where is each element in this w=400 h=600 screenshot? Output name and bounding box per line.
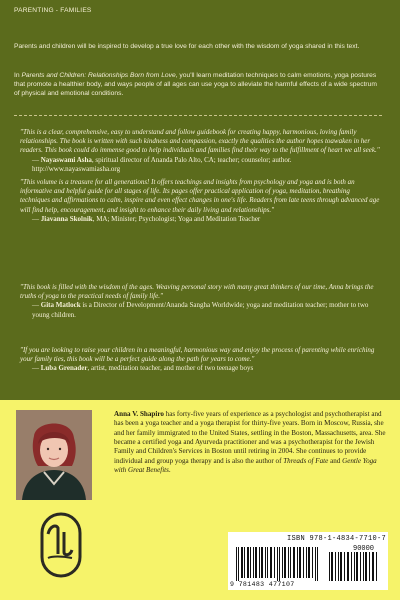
- testimonial-author: Nayaswami Asha: [40, 155, 92, 164]
- summary-paragraph: [14, 71, 382, 99]
- testimonial-attribution: — Jiavanna Skolnik, MA; Minister; Psychologist; Yoga and Meditation Teacher: [32, 214, 261, 223]
- author-bio: [114, 410, 386, 475]
- isbn-label: ISBN 978-1-4834-7710-7: [286, 535, 386, 543]
- testimonial: [20, 128, 380, 174]
- author-name: Anna V. Shapiro: [114, 410, 164, 418]
- author-photo: [16, 410, 92, 500]
- testimonial-attribution: — Luba Grenader, artist, meditation teacher, and mother of two teenage boys: [32, 364, 254, 373]
- bio-end: .: [168, 466, 171, 475]
- intro-paragraph: Parents and children will be inspired to develop a true love for each other with the wisdom of yoga shared in this text.: [14, 43, 360, 50]
- section-divider: [14, 115, 382, 116]
- bio-conjunction: and: [328, 456, 343, 465]
- price-code: 90000: [353, 545, 375, 553]
- book-title: Parents and Children: Relationships Born from Love: [21, 72, 176, 79]
- testimonial-quote: "This volume is a treasure for all generations! It offers teachings and insights from psychology and yoga and is both an informative and helpful guide for all stages of life. Its pages offer practical application of yoga, meditation, breathing techniques and affirmations to calm, inspire and even effect changes in one's life. Readers from late teens through advanced age will find help, encouragement, and insight to enhance their daily living and relationships.": [20, 178, 380, 214]
- testimonial-role: is a Director of Development/Ananda Sangha Worldwide; yoga and meditation teacher; mother to two young children.: [32, 301, 369, 319]
- testimonial-quote: "This is a clear, comprehensive, easy to understand and follow guidebook for creating happy, harmonious, loving family relationships. The book is written with such kindness and compassion, exactly the qualities the author hopes toawaken in her readers. This book could do immense good to help individuals and families find their way to the fulfillment of heart we all seek.": [20, 128, 380, 155]
- testimonial-author: Jiavanna Skolnik: [40, 214, 93, 223]
- testimonial: [20, 178, 380, 224]
- barcode-digits: 9 781483 477107: [230, 581, 295, 588]
- testimonial-quote: "This book is filled with the wisdom of the ages. Weaving personal story with many great thinkers of our time, Anna brings the truths of yoga to the practical needs of family life.": [20, 283, 374, 301]
- testimonial: [20, 283, 380, 320]
- bio-text: has forty-five years of experience as a psychologist and psychotherapist and has been a yoga teacher and a yoga therapist for thirty-five years. Born in Moscow, Russia, she and her family immigrated to the United States, settling in the Boston, Massachusetts, area. She became a certified yoga and Ayurveda practitioner and was a psychotherapist for the Jewish Family and Children's Services in Boston until retiring in 2004. She continues to provide individual and group yoga therapy and is also the author of: [114, 410, 386, 465]
- summary-prefix: In: [14, 72, 22, 79]
- testimonial-role: , spiritual director of Ananda Palo Alto, CA; teacher; counselor; author. http://www.nayaswamiasha.org: [32, 155, 292, 173]
- publisher-logo: [34, 506, 86, 586]
- book-title: Gentle Yoga with Great Benefits: [114, 456, 377, 475]
- book-title: Threads of Fate: [283, 456, 329, 465]
- testimonial: [20, 346, 380, 374]
- summary-text: , you'll learn meditation techniques to calm emotions, yoga postures that promote a healthier body, and ways people of all ages can use yoga to alleviate the harmful effects of a wide spectrum of physical and emotional conditions.: [14, 72, 377, 98]
- testimonial-role: , artist, meditation teacher, and mother of two teenage boys: [87, 364, 254, 373]
- testimonial-quote: "If you are looking to raise your children in a meaningful, harmonious way and enjoy the process of parenting while enriching your family ties, this book will be a perfect guide along the path for years to come.": [20, 346, 375, 364]
- testimonial-role: , MA; Minister; Psychologist; Yoga and Meditation Teacher: [92, 214, 261, 223]
- testimonial-attribution: — Nayaswami Asha, spiritual director of Ananda Palo Alto, CA; teacher; counselor; author. http://www.nayaswamiasha.org: [32, 155, 292, 173]
- testimonial-author: Luba Grenader: [40, 364, 88, 373]
- testimonial-author: Gita Matlock: [40, 301, 81, 310]
- testimonial-attribution: — Gita Matlock is a Director of Development/Ananda Sangha Worldwide; yoga and meditation teacher; mother to two young children.: [32, 301, 369, 319]
- category-label: PARENTING - FAMILIES: [14, 7, 92, 14]
